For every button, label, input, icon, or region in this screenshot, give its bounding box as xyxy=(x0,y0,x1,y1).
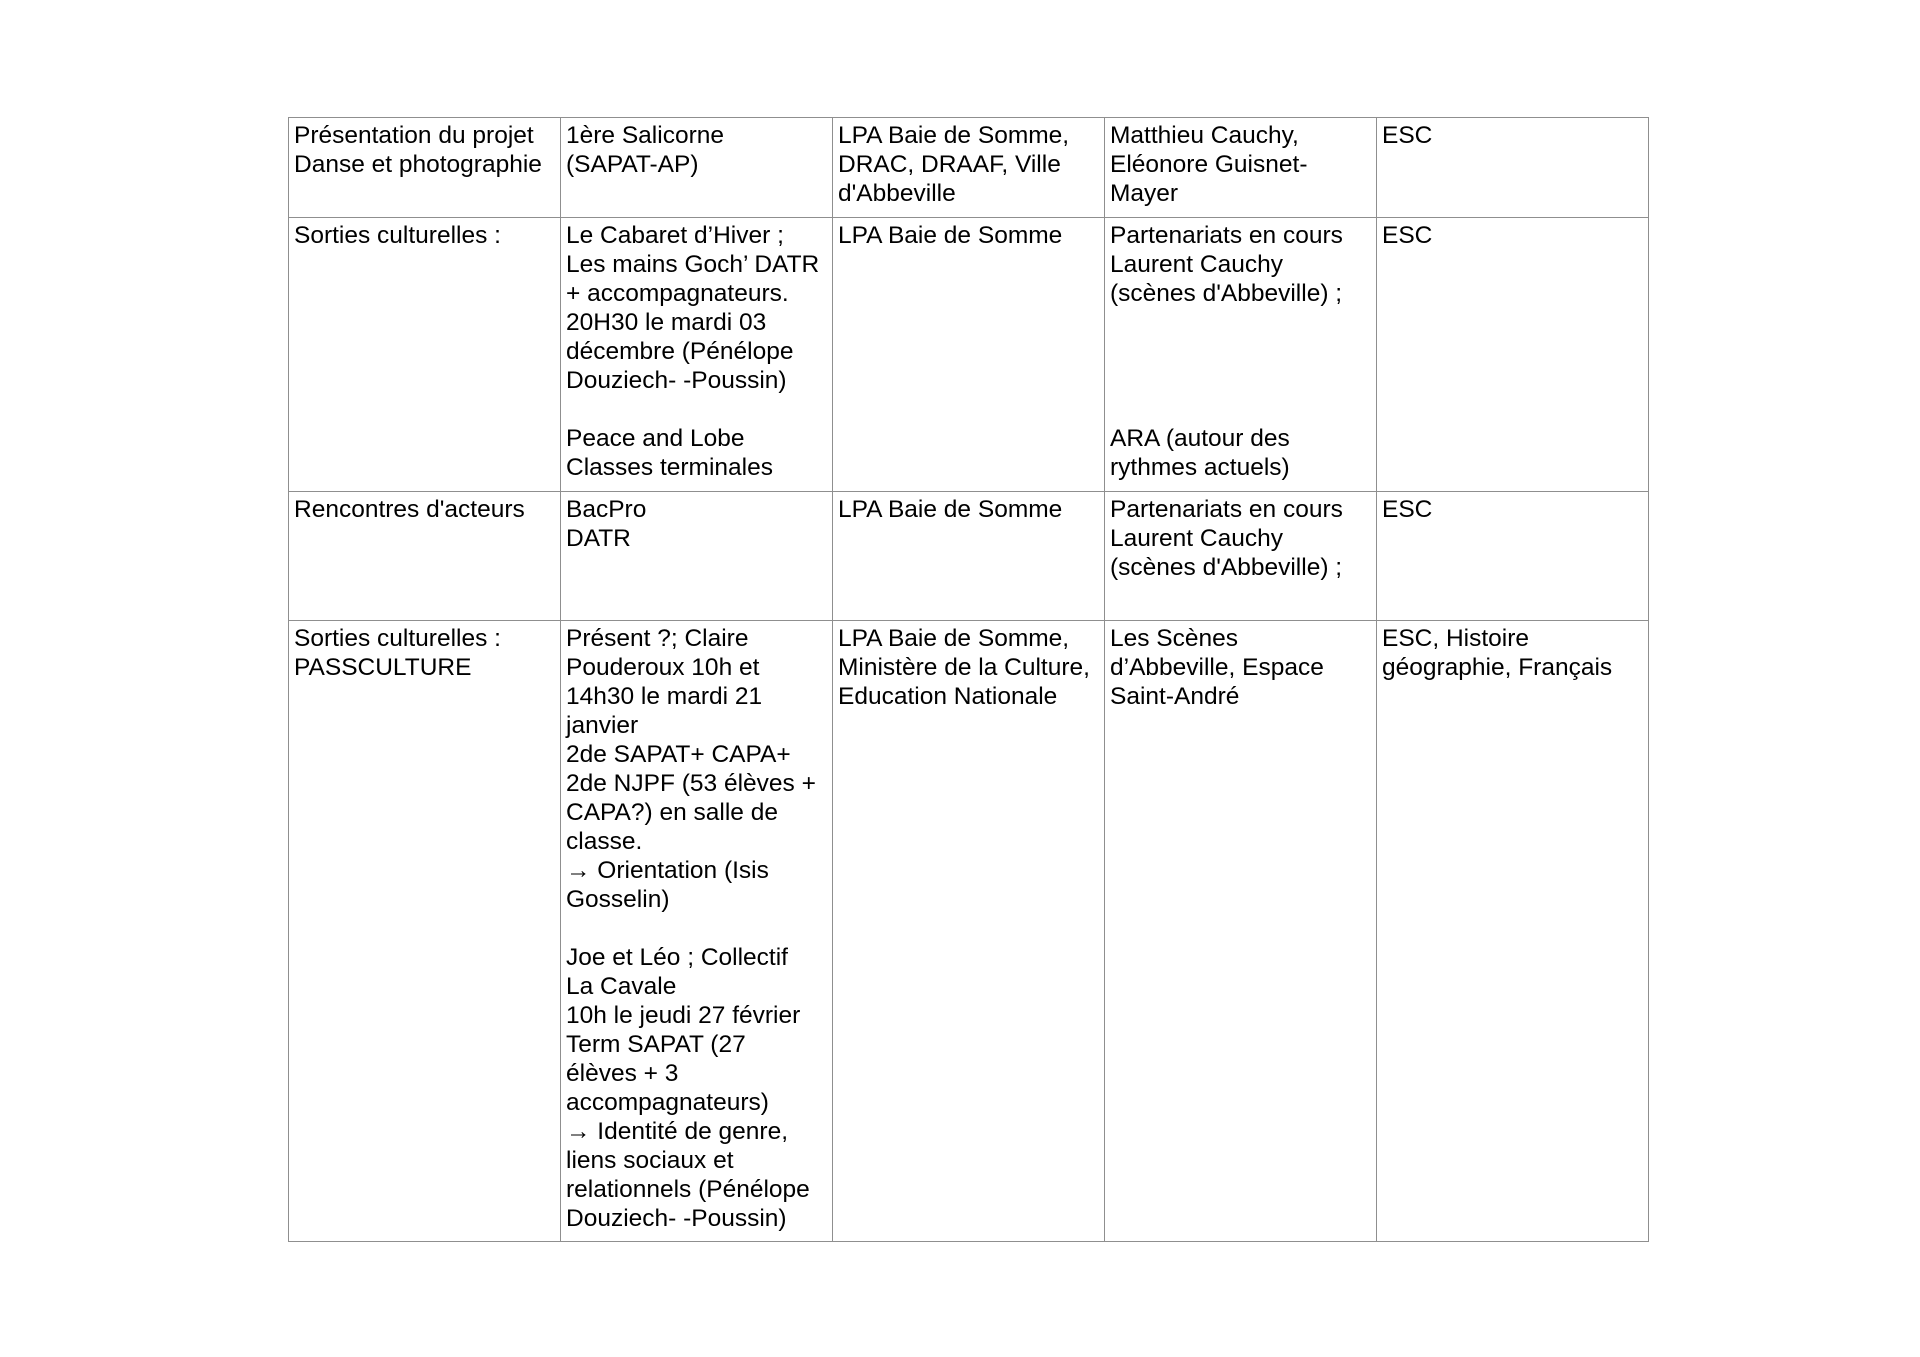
table-row xyxy=(289,118,1649,218)
cell-text-line: ESC, Histoire xyxy=(1382,625,1530,652)
cell-text-line: ARA (autour des xyxy=(1110,425,1290,452)
cell-text-line: Partenariats en cours xyxy=(1110,496,1343,523)
cell-text-line: DRAC, DRAAF, Ville xyxy=(838,151,1061,178)
cell-text-line xyxy=(1110,366,1371,395)
cell-text-line: LPA Baie de Somme xyxy=(838,496,1063,523)
cell-text-line: ESC xyxy=(1382,222,1433,249)
cell-audience xyxy=(561,621,833,1242)
cell-text-line xyxy=(566,914,827,943)
cell-audience xyxy=(561,492,833,621)
cell-text-line: LPA Baie de Somme, xyxy=(838,122,1070,149)
cell-text-line: rythmes actuels) xyxy=(1110,454,1290,481)
cell-text-line: géographie, Français xyxy=(1382,654,1613,681)
cell-text-line: Gosselin) xyxy=(566,886,670,913)
cell-text-line: Ministère de la Culture, xyxy=(838,654,1090,681)
cell-text-line: ESC xyxy=(1382,496,1433,523)
cell-text-line: Term SAPAT (27 xyxy=(566,1031,746,1058)
cell-disciplines xyxy=(1377,621,1649,1242)
cell-text-line: DATR xyxy=(566,525,631,552)
cell-text-line: 10h le jeudi 27 février xyxy=(566,1002,801,1029)
cell-text-line: → Orientation (Isis xyxy=(566,857,769,884)
cell-text-line: Peace and Lobe xyxy=(566,425,745,452)
cell-text-line: PASSCULTURE xyxy=(294,654,472,681)
table-row xyxy=(289,492,1649,621)
cell-text-line: Laurent Cauchy xyxy=(1110,251,1283,278)
cell-partners xyxy=(833,118,1105,218)
cell-text-line: CAPA?) en salle de xyxy=(566,799,778,826)
cell-audience xyxy=(561,218,833,492)
cell-text-line: Danse et photographie xyxy=(294,151,542,178)
cell-text-line: 2de NJPF (53 élèves + xyxy=(566,770,816,797)
cell-text-line: accompagnateurs) xyxy=(566,1089,769,1116)
cell-text-line: Eléonore Guisnet- xyxy=(1110,151,1308,178)
cell-text-line: Sorties culturelles : xyxy=(294,222,501,249)
cell-text-line: Joe et Léo ; Collectif xyxy=(566,944,788,971)
cell-text-line: ESC xyxy=(1382,122,1433,149)
cell-activity xyxy=(289,492,561,621)
cell-contacts xyxy=(1105,118,1377,218)
cell-text-line: 1ère Salicorne xyxy=(566,122,724,149)
table-body xyxy=(289,118,1649,1242)
cell-text-line: Partenariats en cours xyxy=(1110,222,1343,249)
cell-text-line xyxy=(1110,308,1371,337)
cell-text-line: LPA Baie de Somme xyxy=(838,222,1063,249)
cell-audience xyxy=(561,118,833,218)
cell-text-line: Pouderoux 10h et xyxy=(566,654,760,681)
cell-partners xyxy=(833,621,1105,1242)
cell-text-line: relationnels (Pénélope xyxy=(566,1176,810,1203)
cell-text-line: Douziech- -Poussin) xyxy=(566,1205,787,1232)
cell-text-line: d'Abbeville xyxy=(838,180,956,207)
cell-text-line: janvier xyxy=(566,712,639,739)
cell-text-line: Les mains Goch’ DATR xyxy=(566,251,820,278)
cell-text-line: + accompagnateurs. xyxy=(566,280,789,307)
cell-partners xyxy=(833,492,1105,621)
cell-text-line: (SAPAT-AP) xyxy=(566,151,699,178)
cell-disciplines xyxy=(1377,218,1649,492)
cell-text-line: (scènes d'Abbeville) ; xyxy=(1110,554,1343,581)
cell-activity xyxy=(289,218,561,492)
activities-table xyxy=(288,117,1649,1242)
cell-text-line: 20H30 le mardi 03 xyxy=(566,309,767,336)
cell-text-line: La Cavale xyxy=(566,973,677,1000)
cell-activity xyxy=(289,621,561,1242)
cell-text-line: Matthieu Cauchy, xyxy=(1110,122,1299,149)
cell-partners xyxy=(833,218,1105,492)
cell-text-line xyxy=(1110,337,1371,366)
cell-contacts xyxy=(1105,218,1377,492)
cell-text-line: Présentation du projet xyxy=(294,122,534,149)
cell-text-line: Sorties culturelles : xyxy=(294,625,501,652)
cell-text-line xyxy=(566,395,827,424)
cell-text-line: 14h30 le mardi 21 xyxy=(566,683,763,710)
cell-text-line: décembre (Pénélope xyxy=(566,338,794,365)
cell-text-line: BacPro xyxy=(566,496,647,523)
cell-text-line: élèves + 3 xyxy=(566,1060,679,1087)
cell-disciplines xyxy=(1377,492,1649,621)
table-row xyxy=(289,621,1649,1242)
cell-text-line: Classes terminales xyxy=(566,454,773,481)
cell-text-line: Le Cabaret d’Hiver ; xyxy=(566,222,784,249)
cell-contacts xyxy=(1105,492,1377,621)
cell-text-line: Rencontres d'acteurs xyxy=(294,496,525,523)
cell-disciplines xyxy=(1377,118,1649,218)
cell-text-line: Présent ?; Claire xyxy=(566,625,749,652)
cell-text-line: Saint-André xyxy=(1110,683,1240,710)
cell-text-line: → Identité de genre, xyxy=(566,1118,789,1145)
cell-text-line: d’Abbeville, Espace xyxy=(1110,654,1324,681)
table-row xyxy=(289,218,1649,492)
cell-text-line: Mayer xyxy=(1110,180,1179,207)
cell-text-line: Les Scènes xyxy=(1110,625,1239,652)
cell-text-line: classe. xyxy=(566,828,643,855)
cell-text-line: (scènes d'Abbeville) ; xyxy=(1110,280,1343,307)
cell-text-line: liens sociaux et xyxy=(566,1147,734,1174)
cell-text-line: 2de SAPAT+ CAPA+ xyxy=(566,741,791,768)
cell-activity xyxy=(289,118,561,218)
cell-text-line: Education Nationale xyxy=(838,683,1058,710)
cell-text-line: LPA Baie de Somme, xyxy=(838,625,1070,652)
cell-text-line xyxy=(1110,395,1371,424)
cell-contacts xyxy=(1105,621,1377,1242)
cell-text-line: Douziech- -Poussin) xyxy=(566,367,787,394)
cell-text-line: Laurent Cauchy xyxy=(1110,525,1283,552)
